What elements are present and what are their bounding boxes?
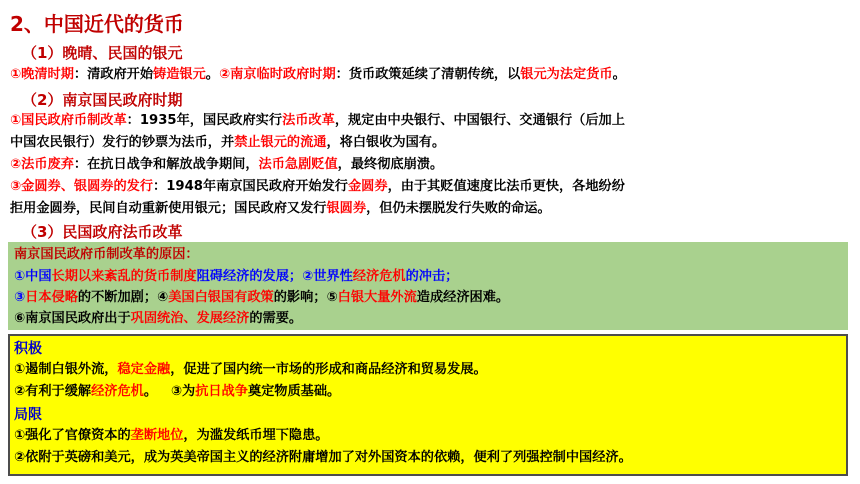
highlight: 抗日战争 — [195, 384, 248, 399]
highlight: 金圆券 — [348, 179, 388, 194]
text: 奠定物质基础。 — [247, 384, 341, 399]
highlight: 长期以来紊乱的货币制度 — [51, 269, 197, 284]
highlight: 日本侵略 — [25, 290, 78, 305]
highlight: 垄断地位 — [130, 428, 184, 443]
text: ，规定由中央银行、中国银行、交通银行（后加上 — [334, 113, 625, 128]
highlight: 经济危机 — [352, 269, 406, 284]
num: ② — [10, 157, 22, 172]
section-2-heading: （2）南京国民政府时期 — [22, 91, 183, 109]
highlight: 美国白银国有政策 — [168, 290, 274, 305]
num: ① — [10, 67, 22, 82]
section-1-heading: （1）晚晴、民国的银元 — [22, 44, 183, 62]
text: ，将白银收为国有。 — [326, 135, 446, 150]
reasons-line-2 — [14, 287, 509, 309]
label: 南京临时政府时期 — [230, 67, 336, 82]
limitation-heading: 局限 — [14, 407, 42, 423]
text: ，促进了国内统一市场的形成和商品经济和贸易发展。 — [170, 362, 487, 377]
text: ：货币政策延续了清朝传统，以 — [335, 67, 521, 82]
label: 法币废弃 — [21, 157, 74, 172]
highlight: 银圆券 — [326, 201, 367, 216]
text: ：清政府开始 — [73, 67, 154, 82]
text: 中国农民银行）发行的钞票为法币，并 — [10, 135, 235, 150]
num: ③ — [10, 179, 22, 194]
positive-heading: 积极 — [14, 341, 42, 357]
label: 国民政府币制改革 — [21, 113, 127, 128]
label: 金圆券、银圆券的发行 — [21, 179, 154, 194]
text: 。 — [612, 67, 626, 82]
text: ，但仍未摆脱发行失败的命运。 — [366, 201, 551, 216]
text: 阻碍经济的发展；②世界性 — [196, 269, 353, 284]
text: 拒用金圆券，民间自动重新使用银元；国民政府又发行 — [10, 201, 327, 216]
text: ①遏制白银外流， — [14, 362, 118, 377]
text: 的需要。 — [249, 311, 303, 326]
text: ，由于其贬值速度比法币更快，各地纷纷 — [387, 179, 625, 194]
page-title: 2、中国近代的货币 — [10, 12, 184, 36]
text: ②有利于缓解 — [14, 384, 92, 399]
text: ：在抗日战争和解放战争期间， — [73, 157, 259, 172]
text: 造成经济困难。 — [416, 290, 510, 305]
reasons-line-3 — [14, 308, 302, 330]
highlight: 稳定金融 — [117, 362, 171, 377]
reasons-line-1 — [14, 266, 458, 288]
sec1-line-1 — [10, 64, 626, 86]
text: ，为滥发纸币埋下隐患。 — [183, 428, 329, 443]
text: ，最终彻底崩溃。 — [337, 157, 444, 172]
text: 的冲击； — [405, 269, 459, 284]
text: 的不断加剧；④ — [77, 290, 169, 305]
num: ① — [10, 113, 22, 128]
num: ② — [218, 67, 231, 82]
limitation-line-1 — [14, 425, 328, 447]
highlight: 法币急剧贬值 — [258, 157, 338, 172]
sec2-line-3 — [10, 154, 443, 176]
sec2-line-4 — [10, 176, 625, 198]
text: ：1948年南京国民政府开始发行 — [153, 179, 348, 194]
highlight: 禁止银元的流通 — [234, 135, 327, 150]
sec2-line-2 — [10, 132, 445, 154]
reasons-title: 南京国民政府币制改革的原因： — [14, 247, 199, 262]
text: ⑥南京国民政府出于 — [14, 311, 131, 326]
sec2-line-1 — [10, 110, 625, 132]
highlight: 白银大量外流 — [337, 290, 417, 305]
text: 的影响；⑤ — [273, 290, 338, 305]
reasons-heading — [14, 244, 199, 266]
reasons-box — [8, 242, 848, 330]
text: 。 — [205, 67, 219, 82]
text: ：1935年，国民政府实行 — [126, 113, 283, 128]
text: 。 ③为 — [143, 384, 196, 399]
highlight: 经济危机 — [91, 384, 144, 399]
sec2-line-5 — [10, 198, 551, 220]
text: ①强化了官僚资本的 — [14, 428, 131, 443]
text: ①中国 — [14, 269, 52, 284]
highlight: 铸造银元 — [153, 67, 206, 82]
highlight: 巩固统治、发展经济 — [130, 311, 250, 326]
impact-box — [8, 334, 848, 476]
text: ③ — [14, 290, 26, 305]
section-3-heading: （3）民国政府法币改革 — [22, 223, 183, 241]
highlight: 银元为法定货币 — [520, 67, 613, 82]
limitation-line-2 — [14, 447, 632, 469]
positive-line-2 — [14, 381, 340, 403]
highlight: 法币改革 — [282, 113, 335, 128]
label: 晚清时期 — [21, 67, 74, 82]
text: ②依附于英磅和美元，成为英美帝国主义的经济附庸增加了对外国资本的依赖，便利了列强控制中国经济。 — [14, 450, 632, 465]
positive-line-1 — [14, 359, 487, 381]
